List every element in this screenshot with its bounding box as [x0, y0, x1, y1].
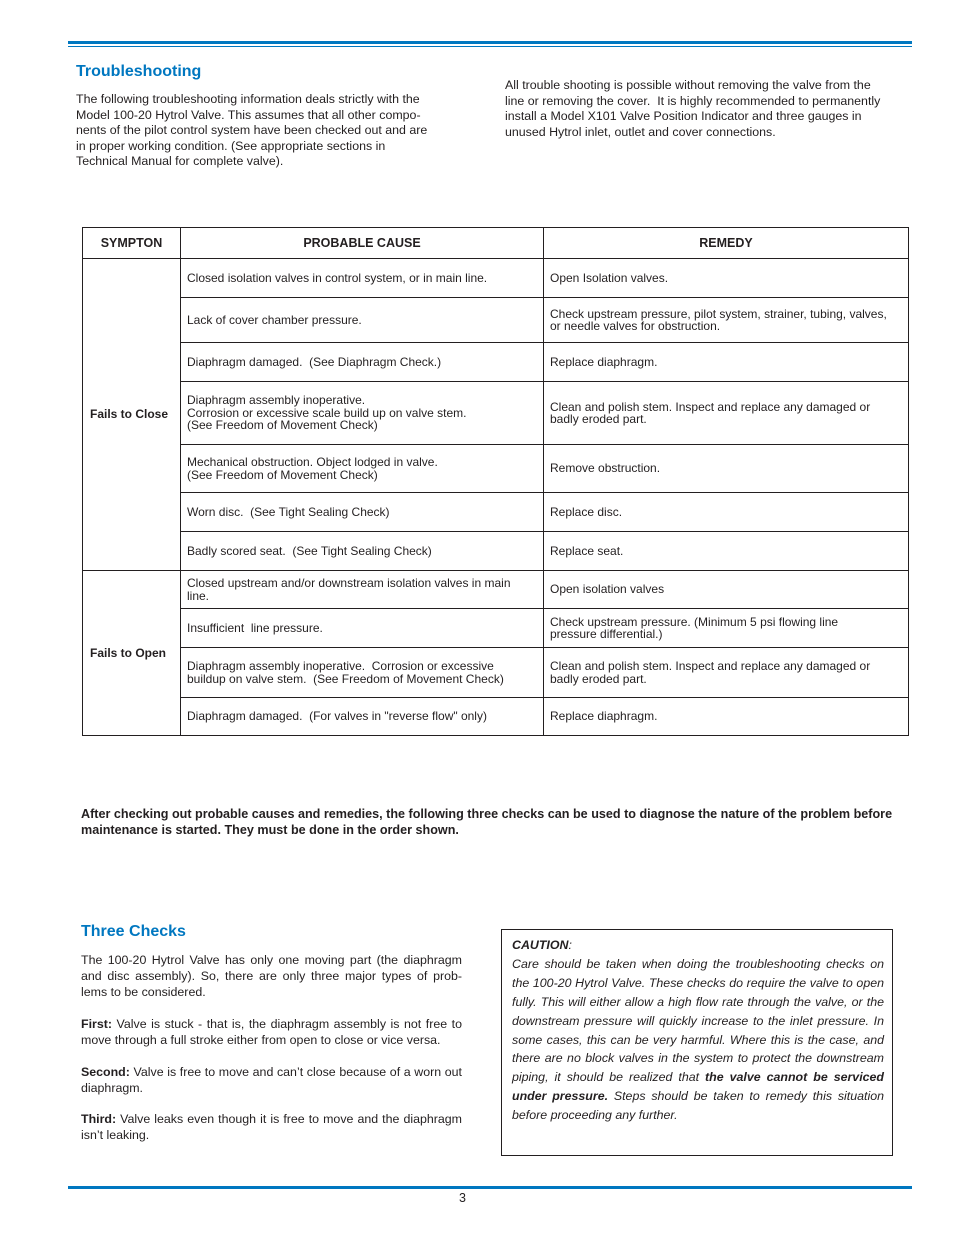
remedy-cell — [544, 698, 909, 736]
header-symptom: SYMPTON — [83, 228, 181, 259]
table-header-row — [83, 228, 909, 259]
remedy-line: Replace seat. — [550, 543, 624, 558]
remedy-cell — [544, 445, 909, 493]
cause-line: Diaphragm assembly inoperative. — [187, 393, 366, 408]
remedy-cell — [544, 343, 909, 382]
probable-cause-cell — [181, 298, 544, 343]
caution-text-bold: the valve cannot be serviced under pressure. — [512, 1070, 884, 1104]
first-text: Valve is stuck - that is, the diaphragm assembly is not free to move through a full stroke either from open to close or vice versa. — [81, 1016, 462, 1047]
header-probable-cause: PROBABLE CAUSE — [181, 228, 544, 259]
table-row — [83, 382, 909, 445]
remedy-line: Check upstream pressure. (Minimum 5 psi flowing line — [550, 614, 839, 629]
three-checks-intro: The 100-20 Hytrol Valve has only one moving part (the diaphragm and disc assembly). So, there are only three major types of prob-lems to be considered. — [81, 953, 462, 999]
first-check — [81, 1016, 462, 1048]
third-label: Third: — [81, 1112, 117, 1127]
remedy-line: badly eroded part. — [550, 671, 647, 686]
cause-line: Closed isolation valves in control system, or in main line. — [187, 270, 488, 285]
cause-line: Corrosion or excessive scale build up on valve stem. — [187, 405, 467, 420]
table-row — [83, 445, 909, 493]
second-text: Valve is free to move and can’t close because of a worn out diaphragm. — [81, 1064, 462, 1095]
caution-box — [501, 929, 893, 1156]
third-text: Valve leaks even though it is free to move and the diaphragm isn’t leaking. — [81, 1112, 462, 1143]
table-row — [83, 532, 909, 571]
remedy-line: Replace disc. — [550, 504, 623, 519]
probable-cause-cell — [181, 382, 544, 445]
cause-line: (See Freedom of Movement Check) — [187, 467, 378, 482]
probable-cause-cell — [181, 343, 544, 382]
remedy-cell — [544, 532, 909, 571]
header-rule — [68, 41, 912, 44]
remedy-line: Open isolation valves — [550, 582, 665, 597]
probable-cause-cell — [181, 493, 544, 532]
header-remedy: REMEDY — [544, 228, 909, 259]
cause-line: line. — [187, 588, 210, 603]
remedy-cell — [544, 571, 909, 609]
remedy-line: Check upstream pressure, pilot system, strainer, tubing, valves, — [550, 306, 887, 321]
remedy-cell — [544, 648, 909, 698]
caution-title: CAUTION — [512, 938, 569, 952]
probable-cause-cell — [181, 571, 544, 609]
second-label: Second: — [81, 1064, 130, 1079]
cause-line: Diaphragm damaged. (For valves in "reverse flow" only) — [187, 709, 487, 724]
footer-rule — [68, 1186, 912, 1189]
troubleshooting-heading: Troubleshooting — [76, 63, 202, 80]
cause-line: Mechanical obstruction. Object lodged in valve. — [187, 455, 438, 469]
intro-line: in proper working condition. (See appropriate sections in — [76, 138, 386, 153]
header-rule-thin — [68, 46, 912, 47]
probable-cause-cell — [181, 532, 544, 571]
table-row — [83, 493, 909, 532]
cause-line: Closed upstream and/or downstream isolation valves in main — [187, 576, 511, 590]
intro-line: line or removing the cover. It is highly recommended to permanently — [505, 93, 881, 108]
cause-line: Lack of cover chamber pressure. — [187, 312, 362, 327]
intro-line: All trouble shooting is possible without removing the valve from the — [505, 78, 871, 92]
cause-line: (See Freedom of Movement Check) — [187, 418, 378, 433]
troubleshooting-intro-right — [505, 78, 907, 140]
remedy-cell — [544, 493, 909, 532]
table-row — [83, 609, 909, 648]
table-row — [83, 259, 909, 298]
intro-line: nents of the pilot control system have been checked out and are — [76, 123, 428, 138]
intro-line: The following troubleshooting information deals strictly with the — [76, 92, 420, 106]
table-row — [83, 298, 909, 343]
cause-line: Insufficient line pressure. — [187, 620, 323, 635]
probable-cause-cell — [181, 698, 544, 736]
first-label: First: — [81, 1016, 112, 1031]
caution-title-line — [512, 936, 884, 955]
remedy-line: Clean and polish stem. Inspect and replace any damaged or — [550, 659, 871, 673]
remedy-cell — [544, 259, 909, 298]
third-check — [81, 1111, 462, 1143]
three-checks-body — [81, 952, 462, 1159]
remedy-cell — [544, 609, 909, 648]
after-checking-note: After checking out probable causes and remedies, the following three checks can be used to diagnose the nature of the problem before maintenance is started. They must be done in the order shown. — [81, 807, 893, 837]
symptom-cell: Fails to Close — [83, 259, 181, 571]
cause-line: Diaphragm damaged. (See Diaphragm Check.) — [187, 354, 442, 369]
caution-text-after: Steps should be taken to remedy this situation before proceeding any further. — [512, 1089, 884, 1123]
remedy-cell — [544, 298, 909, 343]
intro-line: Model 100-20 Hytrol Valve. This assumes that all other compo- — [76, 107, 421, 122]
cause-line: Diaphragm assembly inoperative. Corrosion or excessive — [187, 659, 494, 673]
intro-line: unused Hytrol inlet, outlet and cover connections. — [505, 124, 776, 139]
caution-text — [512, 955, 884, 1125]
probable-cause-cell — [181, 259, 544, 298]
cause-line: Worn disc. (See Tight Sealing Check) — [187, 504, 390, 519]
troubleshooting-table — [82, 227, 909, 736]
probable-cause-cell — [181, 609, 544, 648]
troubleshooting-intro-left — [76, 92, 457, 170]
table-row — [83, 648, 909, 698]
remedy-line: Remove obstruction. — [550, 461, 661, 476]
second-check — [81, 1064, 462, 1096]
caution-colon: : — [568, 938, 572, 952]
table-row — [83, 571, 909, 609]
remedy-line: Replace diaphragm. — [550, 354, 658, 369]
remedy-line: Open Isolation valves. — [550, 270, 669, 285]
remedy-cell — [544, 382, 909, 445]
intro-line: Technical Manual for complete valve). — [76, 154, 284, 169]
table-row — [83, 343, 909, 382]
remedy-line: badly eroded part. — [550, 412, 647, 426]
page-number: 3 — [459, 1191, 466, 1205]
remedy-line: Replace diaphragm. — [550, 709, 658, 724]
caution-text-before: Care should be taken when doing the troubleshooting checks on the 100-20 Hytrol Valve. These checks do require the valve to open fully. This will either allow a high flow rate through the valve, or the downstream pressure will quickly increase to the inlet pressure. In some cases, this can be very harmful. Where this is the case, and there are no block valves in the system to protect the downstream piping, it should be realized that — [512, 956, 884, 1085]
remedy-line: Clean and polish stem. Inspect and replace any damaged or — [550, 399, 871, 414]
remedy-line: or needle valves for obstruction. — [550, 319, 721, 333]
intro-line: install a Model X101 Valve Position Indicator and three gauges in — [505, 109, 862, 124]
cause-line: buildup on valve stem. (See Freedom of Movement Check) — [187, 671, 504, 686]
cause-line: Badly scored seat. (See Tight Sealing Check) — [187, 543, 432, 558]
table-row — [83, 698, 909, 736]
three-checks-heading: Three Checks — [81, 923, 186, 940]
remedy-line: pressure differential.) — [550, 627, 663, 641]
probable-cause-cell — [181, 648, 544, 698]
symptom-cell: Fails to Open — [83, 571, 181, 736]
probable-cause-cell — [181, 445, 544, 493]
